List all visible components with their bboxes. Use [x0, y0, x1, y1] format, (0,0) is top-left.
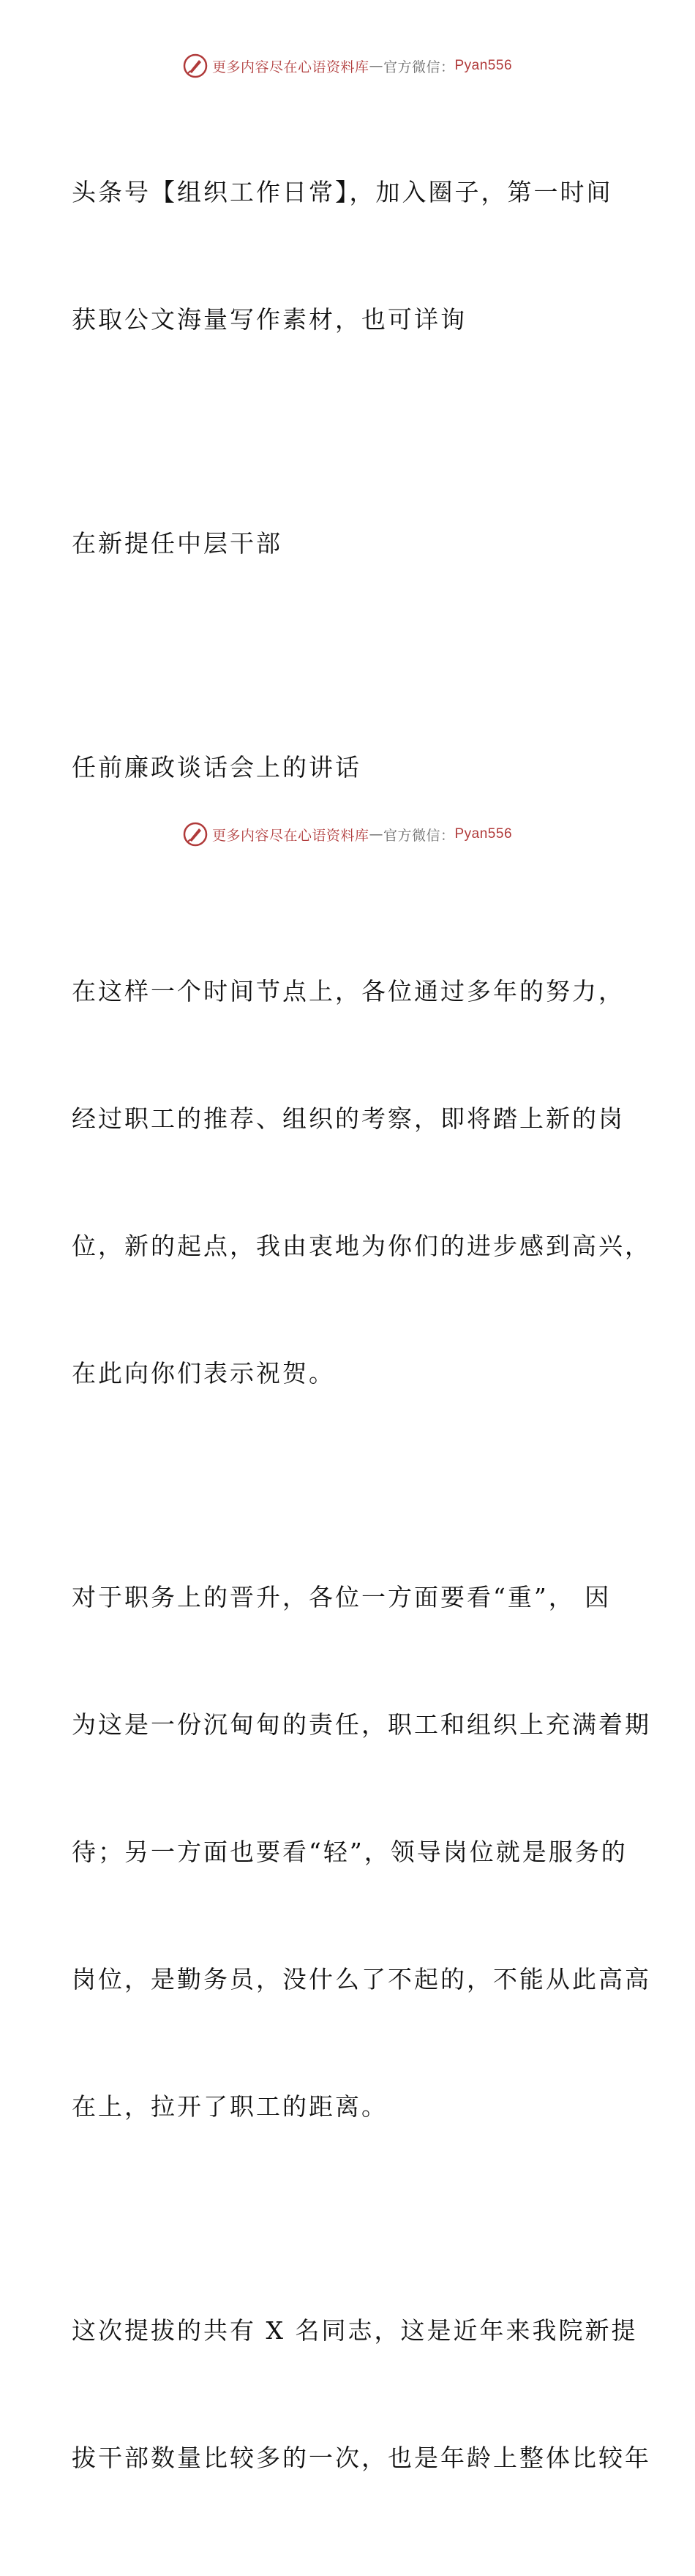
text-line: 头条号【组织工作日常】，加入圈子，第一时间 — [72, 178, 613, 206]
document-body — [72, 86, 651, 2576]
text-line: 在上，拉开了职工的距离。 — [72, 2092, 388, 2121]
text-line: 在这样一个时间节点上，各位通过多年的努力， — [72, 977, 625, 1006]
watermark-sub-text: 官方微信： — [383, 59, 455, 75]
paragraph-intro — [72, 86, 628, 426]
text-line: 为这是一份沉甸甸的责任，职工和组织上充满着期 — [72, 1710, 651, 1739]
quill-logo-icon — [183, 53, 208, 78]
text-line: 对于职务上的晋升，各位一方面要看“重”， 因 — [72, 1583, 612, 1611]
text-line: 拔干部数量比较多的一次，也是年龄上整体比较年 — [72, 2444, 651, 2472]
paragraph-body-2 — [72, 1491, 651, 2213]
quill-logo-icon — [183, 822, 208, 847]
watermark-account: Pyan556 — [454, 826, 513, 842]
text-line: 经过职工的推荐、组织的考察，即将踏上新的岗 — [72, 1104, 625, 1133]
text-line: 位，新的起点，我由衷地为你们的进步感到高兴， — [72, 1232, 651, 1260]
header-watermark — [0, 51, 695, 80]
watermark-account: Pyan556 — [454, 58, 513, 73]
text-line: 获取公文海量写作素材，也可详询 — [72, 305, 467, 334]
text-line: 在新提任中层干部 — [72, 529, 282, 558]
text-line: 岗位，是勤务员，没什么了不起的，不能从此高高 — [72, 1965, 651, 1993]
paragraph-body-3 — [72, 2225, 651, 2564]
watermark-separator: — — [369, 826, 383, 842]
watermark-main-text: 更多内容尽在心语资料库 — [211, 59, 369, 75]
text-line: 这次提拔的共有 X 名同志，这是近年来我院新提 — [72, 2316, 638, 2345]
text-line: 任前廉政谈话会上的讲话 — [72, 753, 361, 782]
text-line: 在此向你们表示祝贺。 — [72, 1359, 335, 1388]
paragraph-title-1 — [72, 438, 628, 650]
watermark-separator: — — [369, 58, 383, 74]
watermark-main-text: 更多内容尽在心语资料库 — [211, 827, 369, 844]
footer-watermark — [0, 820, 695, 849]
text-line: 待；另一方面也要看“轻”，领导岗位就是服务的 — [72, 1838, 628, 1866]
watermark-sub-text: 官方微信： — [383, 827, 455, 844]
paragraph-body-1 — [72, 886, 651, 1480]
